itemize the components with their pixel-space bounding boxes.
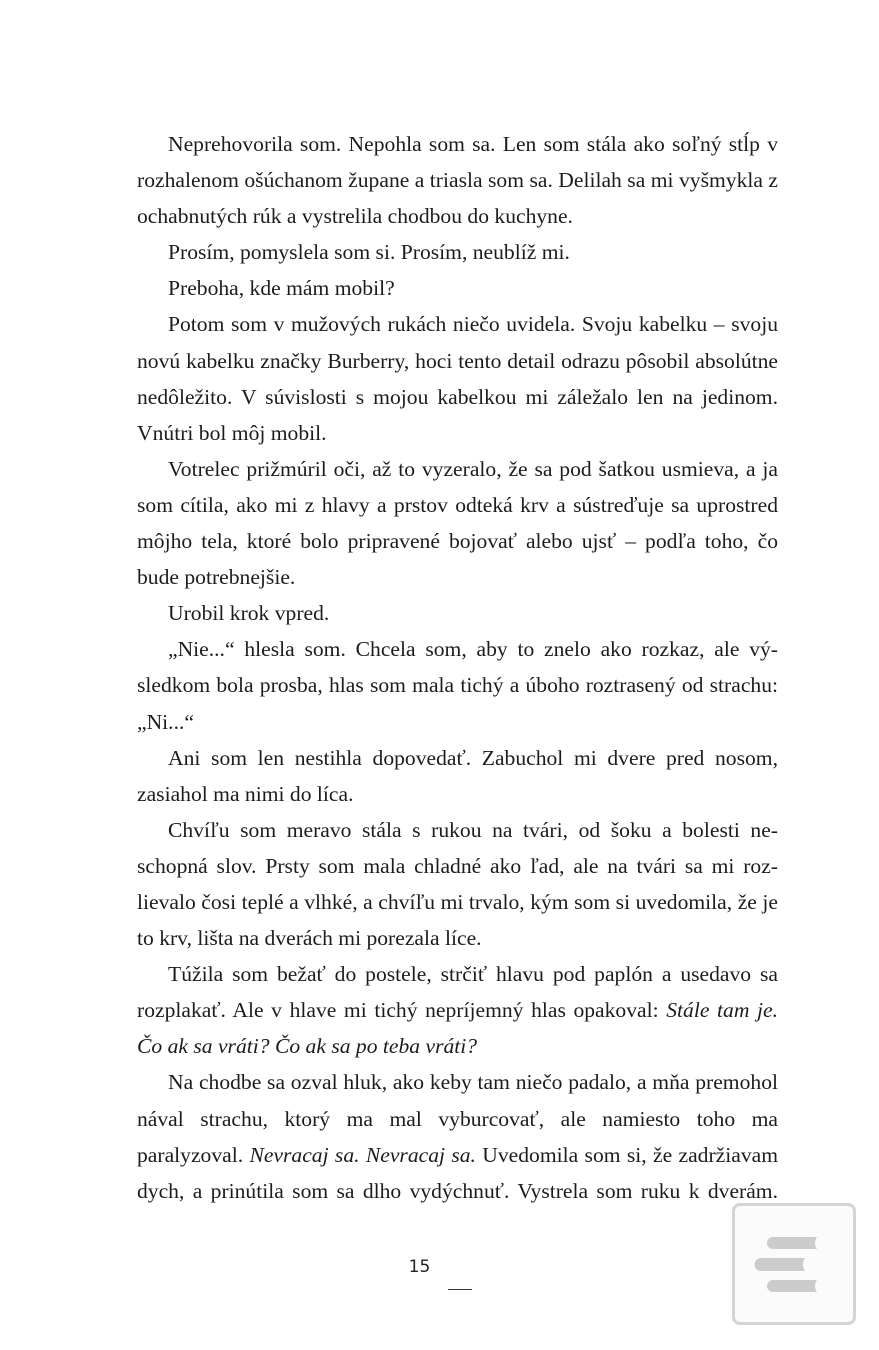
paragraph — [137, 126, 778, 234]
page-number: 15 — [408, 1257, 431, 1277]
book-middle — [755, 1258, 806, 1271]
text-segment: Potom som v mužových rukách niečo uvidela. Svoju kabelku – svoju novú kabelku značky Burberry, hoci tento detail odrazu pôsobil absolútne nedôležito. V súvislosti s mojou kabelkou mi záležalo len na jedinom. Vnútri bol môj mobil. — [137, 312, 778, 445]
books-stack-icon — [735, 1206, 853, 1322]
paragraph — [137, 956, 778, 1064]
text-segment: Prosím, pomyslela som si. Prosím, neublíž mi. — [168, 240, 570, 265]
page-number-underline — [448, 1289, 472, 1290]
paragraph — [137, 1064, 778, 1208]
italic-thought: Stále tam je. Čo ak sa vráti? Čo ak sa po teba vráti? — [137, 998, 778, 1059]
text-segment: Ani som len nestihla dopovedať. Zabuchol mi dvere pred nosom, zasiahol ma nimi do líca. — [137, 745, 778, 806]
text-segment: Votrelec prižmúril oči, až to vyzeralo, že sa pod šatkou usmieva, a ja som cítila, ako mi z hlavy a prstov odteká krv a sústreďuje sa uprostred môjho tela, ktoré bolo pripravené bojovať alebo ujsť – podľa toho, čo bude potrebnejšie. — [137, 456, 778, 590]
text-segment: Preboha, kde mám mobil? — [168, 276, 395, 301]
watermark-logo — [732, 1203, 856, 1325]
italic-thought: Nevracaj sa. Nevracaj sa. — [249, 1142, 476, 1167]
text-segment: Neprehovorila som. Nepohla som sa. Len som stála ako soľný stĺp v rozhalenom ošúchanom župane a triasla som sa. Delilah sa mi vyšmykla z ochabnutých rúk a vystrelila chodbou do kuchyne. — [137, 132, 778, 229]
text-segment: Uvedomila som si, že zadržiavam dych, a prinútila som sa dlho vydýchnuť. Vystrela som ruku k dverám. — [137, 1142, 778, 1203]
paragraph — [137, 234, 778, 270]
paragraph — [137, 631, 778, 739]
text-segment: Na chodbe sa ozval hluk, ako keby tam niečo padalo, a mňa premohol nával strachu, ktorý ma mal vyburcovať, ale namiesto toho ma paralyzoval. — [137, 1070, 778, 1167]
book-top — [767, 1237, 817, 1249]
paragraph — [137, 270, 778, 306]
book-bottom — [767, 1280, 817, 1292]
paragraph — [137, 306, 778, 450]
text-segment: Urobil krok vpred. — [168, 601, 330, 626]
text-segment: Chvíľu som meravo stála s rukou na tvári, od šoku a bolesti neschopná slov. Prsty som mala chladné ako ľad, ale na tvári sa mi rozlievalo čosi teplé a vlhké, a chvíľu mi trvalo, kým som si uvedomila, že je to krv, lišta na dverách mi porezala líce. — [137, 817, 778, 951]
paragraph — [137, 595, 778, 631]
paragraph — [137, 740, 778, 812]
paragraph — [137, 812, 778, 956]
body-text — [137, 126, 778, 1209]
paragraph — [137, 451, 778, 595]
text-segment: „Nie...“ hlesla som. Chcela som, aby to znelo ako rozkaz, ale výsledkom bola prosba, hlas som mala tichý a úboho roztrasený od strachu: „Ni...“ — [137, 637, 778, 734]
text-segment: Túžila som bežať do postele, strčiť hlavu pod paplón a usedavo sa rozplakať. Ale v hlave mi tichý nepríjemný hlas opakoval: — [137, 962, 778, 1023]
